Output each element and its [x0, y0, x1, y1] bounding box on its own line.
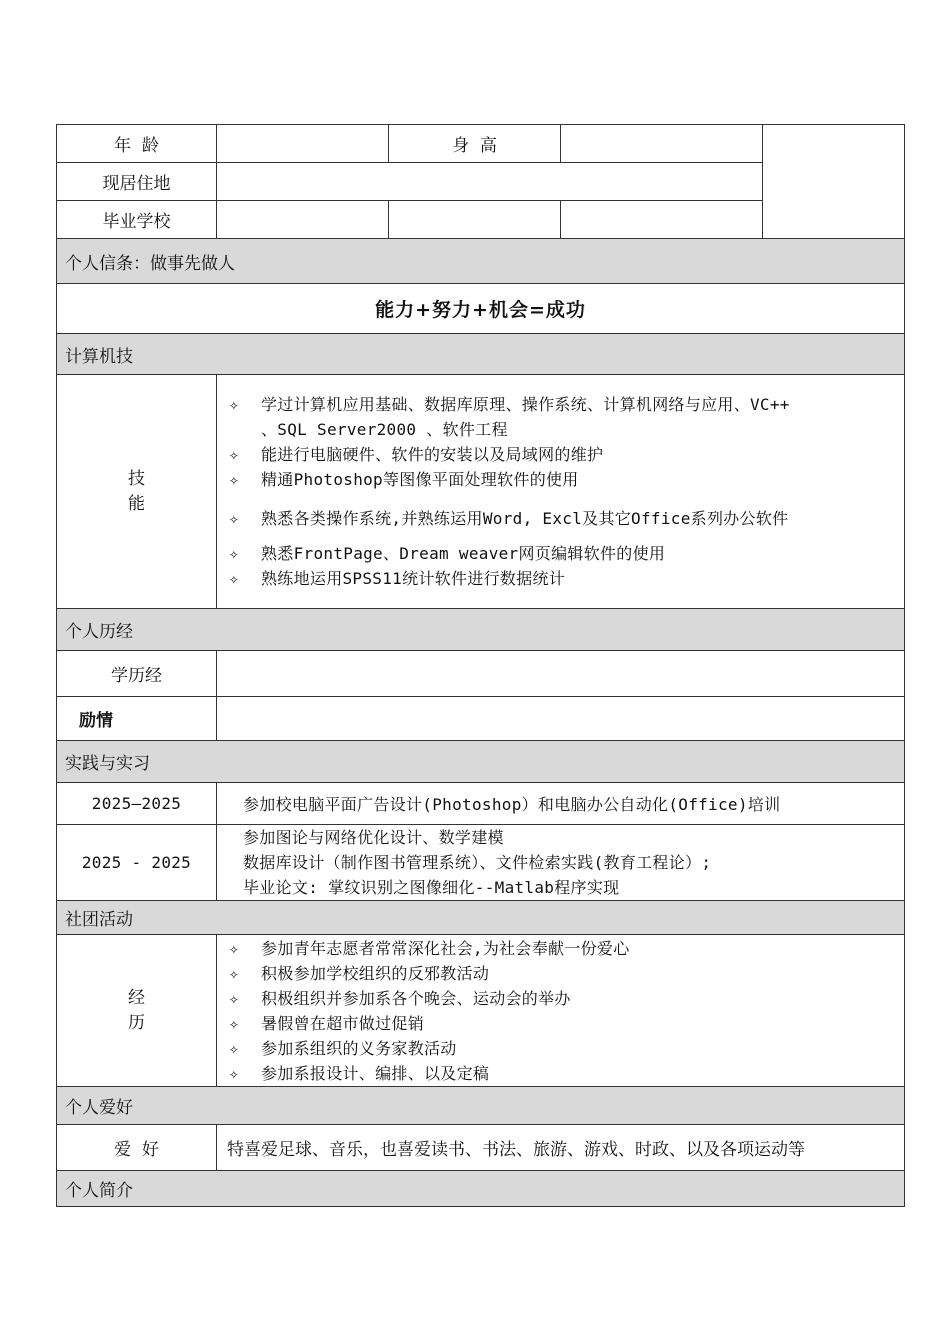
practice-desc [217, 825, 905, 901]
table-row [57, 783, 905, 825]
diamond-bullet-icon: ✧ [229, 569, 239, 588]
award-label: 励情 [57, 697, 217, 741]
experience-header-row [57, 609, 905, 651]
practice-line: 毕业论文: 掌纹识别之图像细化--Matlab程序实现 [243, 878, 620, 897]
club-label-line1: 经 [128, 987, 145, 1008]
practice-header: 实践与实习 [57, 741, 905, 783]
motto-row [57, 284, 905, 334]
list-item: ✧ 熟悉各类操作系统,并熟练运用Word, Excl及其它Office系列办公软件 [227, 506, 904, 531]
list-item: ✧ 暑假曾在超市做过促销 [227, 1011, 904, 1036]
computer-skills-row [57, 375, 905, 609]
skills-label-line1: 技 [128, 468, 145, 489]
education-value [217, 651, 905, 697]
list-item: ✧ 精通Photoshop等图像平面处理软件的使用 [227, 467, 904, 492]
computer-header-row [57, 334, 905, 375]
club-label-line2: 历 [128, 1012, 145, 1033]
diamond-bullet-icon: ✧ [229, 395, 239, 414]
diamond-bullet-icon: ✧ [229, 1063, 239, 1083]
diamond-bullet-icon: ✧ [229, 988, 239, 1008]
practice-line: 参加校电脑平面广告设计(Photoshop）和电脑办公自动化(Office)培训 [243, 795, 781, 814]
age-value [217, 125, 389, 163]
hobby-header: 个人爱好 [57, 1087, 905, 1125]
education-label: 学历经 [57, 651, 217, 697]
practice-desc [217, 783, 905, 825]
skills-list [217, 392, 904, 591]
age-label: 年 龄 [57, 125, 217, 163]
diamond-bullet-icon: ✧ [229, 544, 239, 563]
diamond-bullet-icon: ✧ [229, 963, 239, 983]
hobby-row [57, 1125, 905, 1171]
diamond-bullet-icon: ✧ [229, 938, 239, 958]
club-list-cell [217, 935, 905, 1087]
skills-label-line2: 能 [128, 493, 145, 514]
list-item: ✧ 熟悉FrontPage、Dream weaver网页编辑软件的使用 [227, 541, 904, 566]
diamond-bullet-icon: ✧ [229, 509, 239, 528]
diamond-bullet-icon: ✧ [229, 470, 239, 489]
club-header-row [57, 901, 905, 935]
list-item: ✧ 参加系组织的义务家教活动 [227, 1036, 904, 1061]
practice-line: 参加图论与网络优化设计、数学建模 [243, 828, 504, 847]
school-extra-1 [389, 201, 561, 239]
hobby-text: 特喜爱足球、音乐，也喜爱读书、书法、旅游、游戏、时政、以及各项运动等 [217, 1125, 905, 1171]
height-value [561, 125, 763, 163]
list-item: ✧ 参加青年志愿者常常深化社会,为社会奉献一份爱心 [227, 936, 904, 961]
club-list [217, 936, 904, 1086]
award-value [217, 697, 905, 741]
list-item: ✧ 积极参加学校组织的反邪教活动 [227, 961, 904, 986]
list-item: ✧ 参加系报设计、编排、以及定稿 [227, 1061, 904, 1086]
table-row [57, 825, 905, 901]
diamond-bullet-icon: ✧ [229, 445, 239, 464]
education-row [57, 651, 905, 697]
list-item: ✧ 学过计算机应用基础、数据库原理、操作系统、计算机网络与应用、VC++ [227, 392, 904, 417]
photo-cell [763, 125, 905, 239]
club-row [57, 935, 905, 1087]
practice-period: 2025—2025 [57, 783, 217, 825]
list-item: ✧ 熟练地运用SPSS11统计软件进行数据统计 [227, 566, 904, 591]
award-row [57, 697, 905, 741]
skills-list-cell [217, 375, 905, 609]
school-label: 毕业学校 [57, 201, 217, 239]
list-item: ✧ 能进行电脑硬件、软件的安装以及局域网的维护 [227, 442, 904, 467]
practice-line: 数据库设计（制作图书管理系统）、文件检索实践(教育工程论）; [243, 853, 712, 872]
address-label: 现居住地 [57, 163, 217, 201]
computer-header: 计算机技 [57, 334, 905, 375]
intro-header: 个人简介 [57, 1171, 905, 1207]
resume-table [56, 124, 905, 1207]
practice-period: 2025 - 2025 [57, 825, 217, 901]
hobby-header-row [57, 1087, 905, 1125]
skills-label [57, 375, 217, 609]
diamond-bullet-icon: ✧ [229, 1013, 239, 1033]
height-label: 身 高 [389, 125, 561, 163]
motto-text: 能力+努力+机会=成功 [57, 284, 905, 334]
age-row [57, 125, 905, 163]
list-item-continuation: 、SQL Server2000 、软件工程 [261, 420, 508, 439]
list-item: ✧ 积极组织并参加系各个晚会、运动会的举办 [227, 986, 904, 1011]
experience-header: 个人历经 [57, 609, 905, 651]
club-header: 社团活动 [57, 901, 905, 935]
club-label [57, 935, 217, 1087]
school-value [217, 201, 389, 239]
intro-header-row [57, 1171, 905, 1207]
motto-header: 个人信条：做事先做人 [57, 239, 905, 284]
motto-header-row [57, 239, 905, 284]
practice-header-row [57, 741, 905, 783]
hobby-label: 爱 好 [57, 1125, 217, 1171]
resume-sheet [56, 124, 904, 1207]
address-value [217, 163, 763, 201]
school-extra-2 [561, 201, 763, 239]
diamond-bullet-icon: ✧ [229, 1038, 239, 1058]
